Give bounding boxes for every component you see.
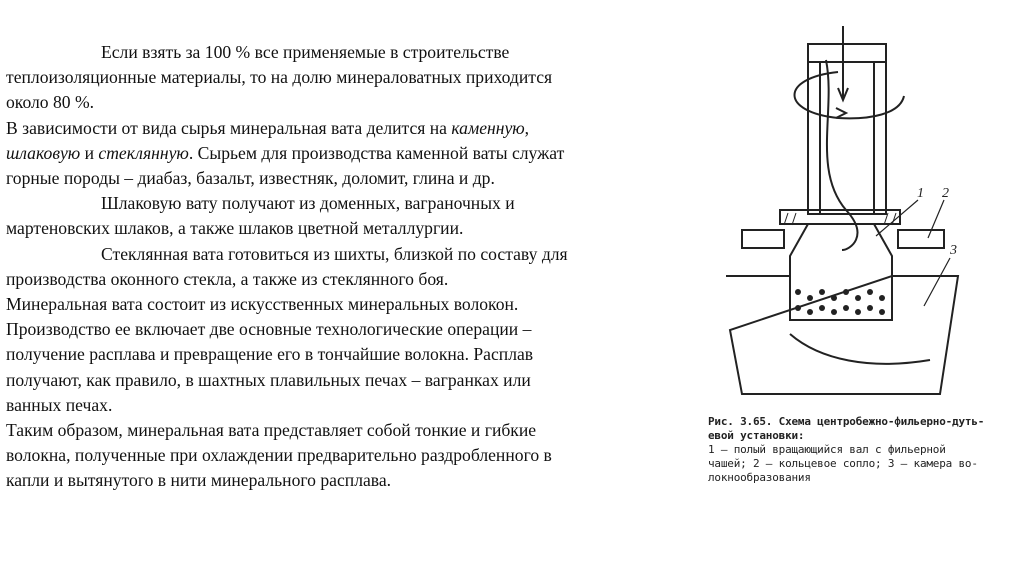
paragraph-4-line-2: производства оконного стекла, а также из стеклянного боя. bbox=[6, 268, 449, 289]
centrifugal-fiber-unit-diagram bbox=[705, 18, 1024, 418]
body-text bbox=[6, 40, 706, 494]
caption-line-1: 1 — полый вращающийся вал с фильерной bbox=[708, 443, 946, 456]
paragraph-4-line-1: Стеклянная вата готовиться из шихты, близкой по составу для bbox=[101, 243, 568, 264]
rotation-arrow bbox=[795, 72, 905, 118]
p2-and: и bbox=[80, 142, 99, 163]
p2-comma: , bbox=[524, 117, 530, 138]
caption-title-2: евой установки: bbox=[708, 429, 805, 442]
figure-caption bbox=[708, 415, 1014, 485]
ring-nozzle-left bbox=[742, 230, 784, 248]
ring-nozzle-right bbox=[898, 230, 944, 248]
paragraph-6-line-1: Таким образом, минеральная вата представляет собой тонкие и гибкие bbox=[6, 420, 537, 441]
paragraph-5-line-2: Производство ее включает две основные технологические операции – bbox=[6, 319, 532, 340]
paragraph-5-line-4: получают, как правило, в шахтных плавильных печах – вагранках или bbox=[6, 369, 531, 390]
p2-italic-steklyannuyu: стеклянную bbox=[98, 142, 189, 163]
label-1: 1 bbox=[917, 186, 924, 201]
label-2: 2 bbox=[942, 186, 949, 201]
paragraph-6-line-2: волокна, полученные при охлаждении предварительно раздробленного в bbox=[6, 445, 552, 466]
paragraph-1-line-1: Если взять за 100 % все применяемые в строительстве bbox=[101, 42, 510, 62]
paragraph-5-line-3: получение расплава и превращение его в тончайшие волокна. Расплав bbox=[6, 344, 534, 365]
paragraph-5-line-1: Минеральная вата состоит из искусственных минеральных волокон. bbox=[6, 294, 519, 315]
fiber-chamber bbox=[726, 276, 958, 394]
paragraph-2-line-2 bbox=[6, 141, 706, 166]
p2-text-a: В зависимости от вида сырья минеральная вата делится на bbox=[6, 117, 452, 138]
label-3: 3 bbox=[950, 243, 957, 258]
paragraph-5-line-5: ванных печах. bbox=[6, 394, 113, 415]
paragraph-1-line-3: около 80 %. bbox=[6, 92, 95, 113]
paragraph-3-line-2: мартеновских шлаков, а также шлаков цветной металлургии. bbox=[6, 218, 464, 239]
caption-line-2: чашей; 2 — кольцевое сопло; 3 — камера во- bbox=[708, 457, 978, 470]
paragraph-1-line-2: теплоизоляционные материалы, то на долю минераловатных приходится bbox=[6, 67, 553, 88]
p2-text-b: . Сырьем для производства каменной ваты служат bbox=[188, 142, 565, 163]
caption-title: Рис. 3.65. Схема центробежно-фильерно-дуть- bbox=[708, 415, 985, 428]
caption-line-3: локнообразования bbox=[708, 471, 811, 484]
paragraph-2-line-3: горные породы – диабаз, базальт, известняк, доломит, глина и др. bbox=[6, 168, 495, 189]
paragraph-2-line-1 bbox=[6, 116, 706, 141]
paragraph-6-line-3: капли и вытянутого в нити минерального расплава. bbox=[6, 470, 392, 491]
p2-italic-kamennuyu: каменную bbox=[451, 117, 525, 138]
paragraph-3-line-1: Шлаковую вату получают из доменных, ваграночных и bbox=[101, 193, 515, 214]
p2-italic-shlakovuyu: шлаковую bbox=[6, 142, 81, 163]
